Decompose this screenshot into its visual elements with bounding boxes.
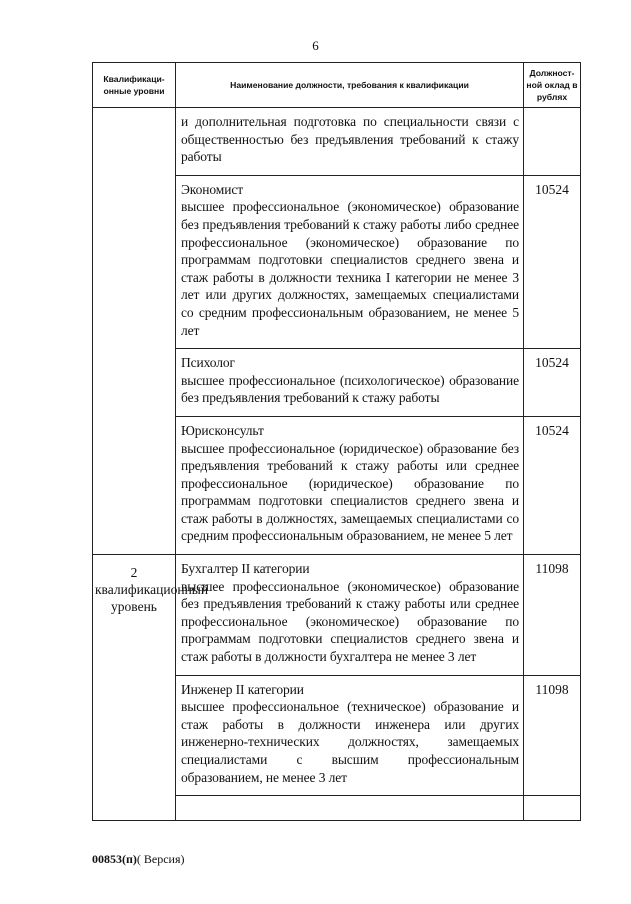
empty-desc-cell	[176, 796, 524, 821]
position-requirements: и дополнительная подготовка по специальности связи с общественностью без предъявления требований к стажу работы	[181, 114, 519, 165]
document-code-suffix: ( Версия)	[136, 852, 185, 866]
table-row	[93, 108, 581, 176]
salary-value: 11098	[524, 675, 581, 796]
position-title: Инженер II категории	[181, 681, 304, 697]
position-requirements: высшее профессиональное (экономическое) образование без предъявления требований к стажу работы или среднее профессиональное (экономическое) образование по программам подготовки специалистов среднего звена и стаж работы в должности бухгалтера не менее 3 лет	[181, 578, 519, 665]
header-salary: Должност-ной оклад в рублях	[524, 63, 581, 108]
position-title: Бухгалтер II категории	[181, 561, 310, 577]
position-description	[176, 555, 524, 676]
position-description	[176, 349, 524, 417]
document-code	[92, 852, 185, 867]
level-cell: 2 квалификационный уровень	[93, 555, 176, 821]
position-description	[176, 416, 524, 554]
salary-value	[524, 108, 581, 176]
header-qualification-levels: Квалификаци-онные уровни	[93, 63, 176, 108]
level-cell	[93, 108, 176, 555]
empty-salary-cell	[524, 796, 581, 821]
table-row	[93, 555, 581, 676]
document-code-number: 00853(п)	[92, 852, 137, 866]
salary-value: 10524	[524, 349, 581, 417]
position-description	[176, 108, 524, 176]
header-position-requirements: Наименование должности, требования к квалификации	[176, 63, 524, 108]
salary-value: 10524	[524, 175, 581, 348]
position-requirements: высшее профессиональное (экономическое) образование без предъявления требований к стажу работы либо среднее профессиональное (экономическое) образование по программам подготовки специалистов среднего звена и стаж работы в должности техника I категории не менее 3 лет или других должностях, замещаемых специалистами со средним профессиональным образованием, не менее 5 лет	[181, 199, 519, 338]
position-description	[176, 675, 524, 796]
position-requirements: высшее профессиональное (техническое) образование и стаж работы в должности инженера или других инженерно-технических должностях, замещаемых специалистами с высшим профессиональным образованием, не менее 3 лет	[181, 699, 519, 785]
page-number: 6	[312, 38, 319, 53]
position-description	[176, 175, 524, 348]
salary-value: 10524	[524, 416, 581, 554]
table-header-row	[93, 63, 581, 108]
qualification-salary-table	[92, 62, 581, 821]
position-title: Экономист	[181, 181, 244, 197]
position-title: Юрисконсульт	[181, 422, 264, 438]
salary-value: 11098	[524, 555, 581, 676]
position-requirements: высшее профессиональное (юридическое) образование без предъявления требований к стажу работы или среднее профессиональное (юридическое) образование по программам подготовки специалистов среднего звена и стаж работы в должностях, замещаемых специалистами со средним профессиональным образованием, не менее 5 лет	[181, 440, 519, 544]
position-title: Психолог	[181, 355, 235, 371]
position-requirements: высшее профессиональное (психологическое) образование без предъявления требований к стажу работы	[181, 372, 519, 406]
